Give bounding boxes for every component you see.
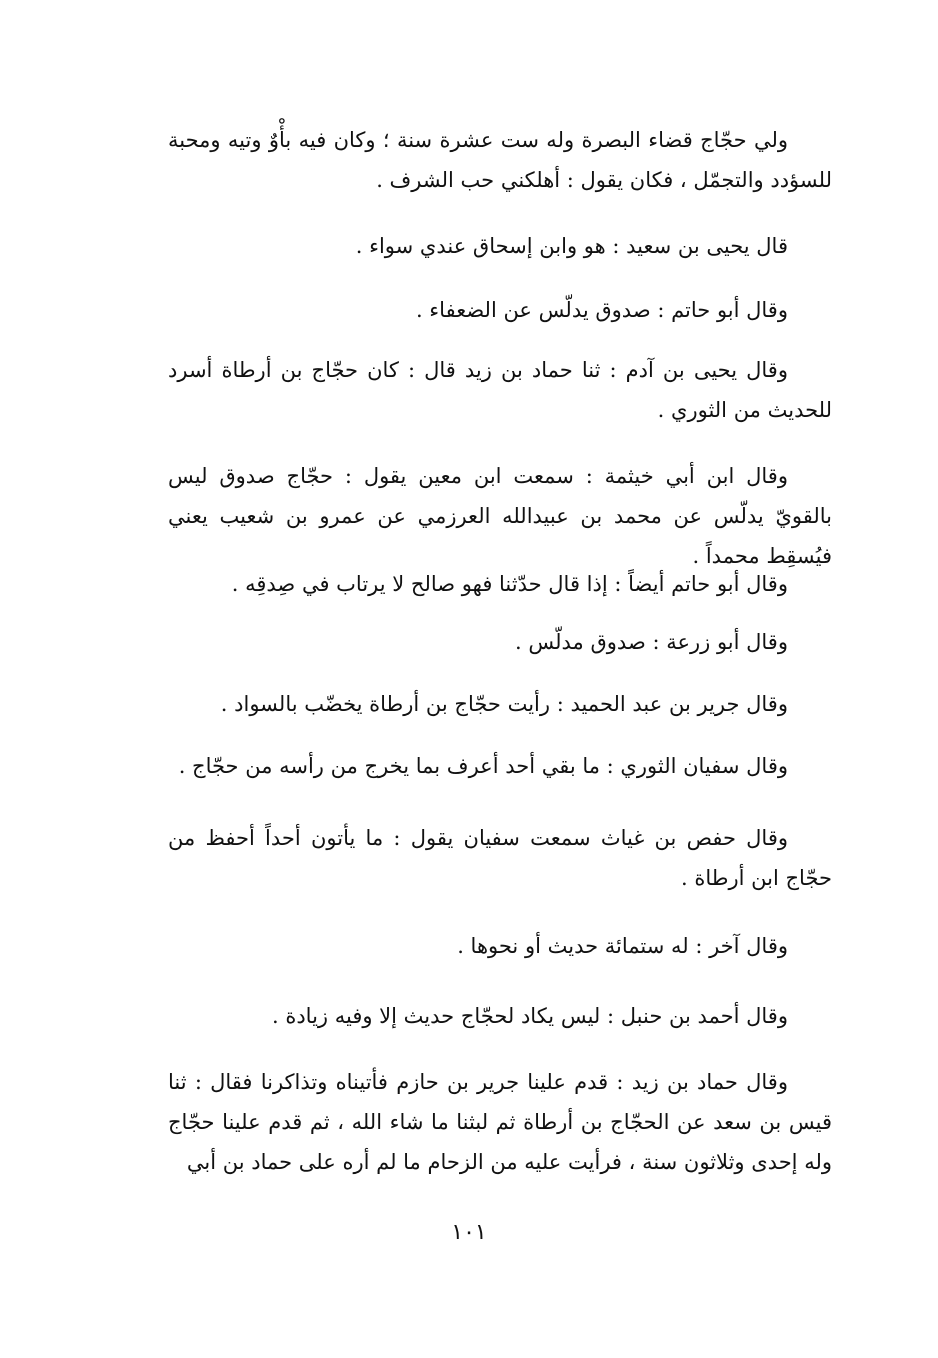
paragraph-hafs-ibn-ghiyath: وقال حفص بن غياث سمعت سفيان يقول : ما يأتون أحداً أحفظ من حجّاج ابن أرطاة . [168,826,832,890]
paragraph-abu-zura: وقال أبو زرعة : صدوق مدلّس . [515,630,788,654]
paragraph-hajjaj-basra-judge: ولي حجّاج قضاء البصرة وله ست عشرة سنة ؛ وكان فيه بأْوٌ وتيه ومحبة للسؤدد والتجمّل ، فكان يقول : أهلكني حب الشرف . [168,128,832,192]
paragraph-jarir: وقال جرير بن عبد الحميد : رأيت حجّاج بن أرطاة يخضّب بالسواد . [220,692,788,716]
paragraph-sufyan-thawri: وقال سفيان الثوري : ما بقي أحد أعرف بما يخرج من رأسه من حجّاج . [178,754,788,778]
paragraph-abu-hatim: وقال أبو حاتم : صدوق يدلّس عن الضعفاء . [415,298,788,322]
paragraph-yahya-ibn-said: قال يحيى بن سعيد : هو وابن إسحاق عندي سواء . [355,234,788,258]
paragraph-ahmad-ibn-hanbal: وقال أحمد بن حنبل : ليس يكاد لحجّاج حديث إلا وفيه زيادة . [271,1004,788,1028]
page-number: ١٠١ [451,1220,487,1245]
paragraph-yahya-ibn-adam: وقال يحيى بن آدم : ثنا حماد بن زيد قال : كان حجّاج بن أرطاة أسرد للحديث من الثوري . [168,358,832,422]
paragraph-hammad-ibn-zayd: وقال حماد بن زيد : قدم علينا جرير بن حازم فأتيناه وتذاكرنا فقال : ثنا قيس بن سعد عن الحجّاج بن أرطاة ثم لبثنا ما شاء الله ، ثم قدم علينا حجّاج وله إحدى وثلاثون سنة ، فرأيت عليه من الزحام ما لم أره على حماد بن أبي [168,1070,832,1174]
paragraph-another: وقال آخر : له ستمائة حديث أو نحوها . [457,934,788,958]
paragraph-ibn-abi-khaythama: وقال ابن أبي خيثمة : سمعت ابن معين يقول : حجّاج صدوق ليس بالقويّ يدلّس عن محمد بن عبيدالله العرزمي عن عمرو بن شعيب يعني فيُسقِط محمداً . [168,464,832,568]
paragraph-abu-hatim-also: وقال أبو حاتم أيضاً : إذا قال حدّثنا فهو صالح لا يرتاب في صِدقِه . [231,572,788,596]
